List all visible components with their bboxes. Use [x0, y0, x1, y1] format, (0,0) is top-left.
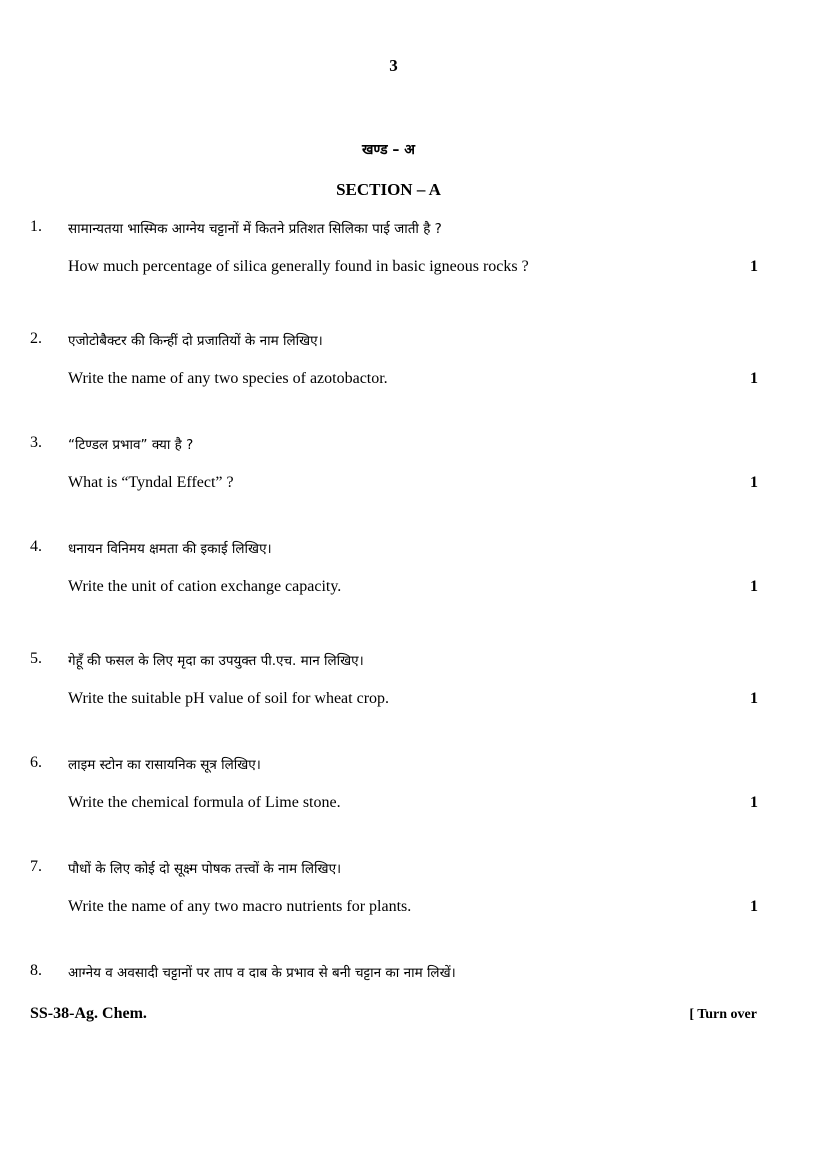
- question-text-hindi: “टिण्डल प्रभाव” क्या है ?: [68, 437, 194, 453]
- question-7: [30, 858, 760, 922]
- question-text-english: Write the name of any two macro nutrients for plants.: [68, 898, 412, 915]
- question-6: [30, 754, 760, 818]
- question-text-hindi: गेहूँ की फसल के लिए मृदा का उपयुक्त पी.एच. मान लिखिए।: [68, 653, 364, 669]
- question-text-english: Write the name of any two species of azotobactor.: [68, 370, 388, 387]
- question-number: 2.: [30, 330, 42, 347]
- question-number: 1.: [30, 218, 42, 235]
- question-marks: 1: [750, 370, 758, 387]
- question-number: 7.: [30, 858, 42, 875]
- question-text-hindi: लाइम स्टोन का रासायनिक सूत्र लिखिए।: [68, 757, 261, 773]
- paper-code: SS-38-Ag. Chem.: [30, 1005, 147, 1022]
- question-1: [30, 218, 760, 282]
- question-8: [30, 962, 760, 986]
- question-text-english: Write the suitable pH value of soil for wheat crop.: [68, 690, 390, 707]
- question-marks: 1: [750, 578, 758, 595]
- question-marks: 1: [750, 690, 758, 707]
- question-text-hindi: आग्नेय व अवसादी चट्टानों पर ताप व दाब के प्रभाव से बनी चट्टान का नाम लिखें।: [68, 965, 456, 981]
- question-2: [30, 330, 760, 394]
- question-text-hindi: एजोटोबैक्टर की किन्हीं दो प्रजातियों के नाम लिखिए।: [68, 333, 323, 349]
- question-text-hindi: पौधों के लिए कोई दो सूक्ष्म पोषक तत्त्वों के नाम लिखिए।: [68, 861, 342, 877]
- question-number: 8.: [30, 962, 42, 979]
- question-text-hindi: धनायन विनिमय क्षमता की इकाई लिखिए।: [68, 541, 272, 557]
- question-4: [30, 538, 760, 602]
- question-5: [30, 650, 760, 714]
- question-marks: 1: [750, 794, 758, 811]
- turn-over-note: [ Turn over: [689, 1007, 757, 1022]
- question-text-hindi: सामान्यतया भास्मिक आग्नेय चट्टानों में कितने प्रतिशत सिलिका पाई जाती है ?: [68, 221, 442, 237]
- question-marks: 1: [750, 898, 758, 915]
- question-text-english: Write the chemical formula of Lime stone.: [68, 794, 341, 811]
- question-marks: 1: [750, 474, 758, 491]
- question-text-english: How much percentage of silica generally found in basic igneous rocks ?: [68, 258, 529, 275]
- question-number: 6.: [30, 754, 42, 771]
- question-text-english: Write the unit of cation exchange capacity.: [68, 578, 342, 595]
- question-number: 3.: [30, 434, 42, 451]
- question-number: 5.: [30, 650, 42, 667]
- question-text-english: What is “Tyndal Effect” ?: [68, 474, 234, 491]
- question-marks: 1: [750, 258, 758, 275]
- question-3: [30, 434, 760, 498]
- page-number: 3: [389, 56, 398, 75]
- section-title-hindi: खण्ड – अ: [361, 142, 416, 158]
- section-title-english: SECTION – A: [336, 180, 441, 199]
- question-number: 4.: [30, 538, 42, 555]
